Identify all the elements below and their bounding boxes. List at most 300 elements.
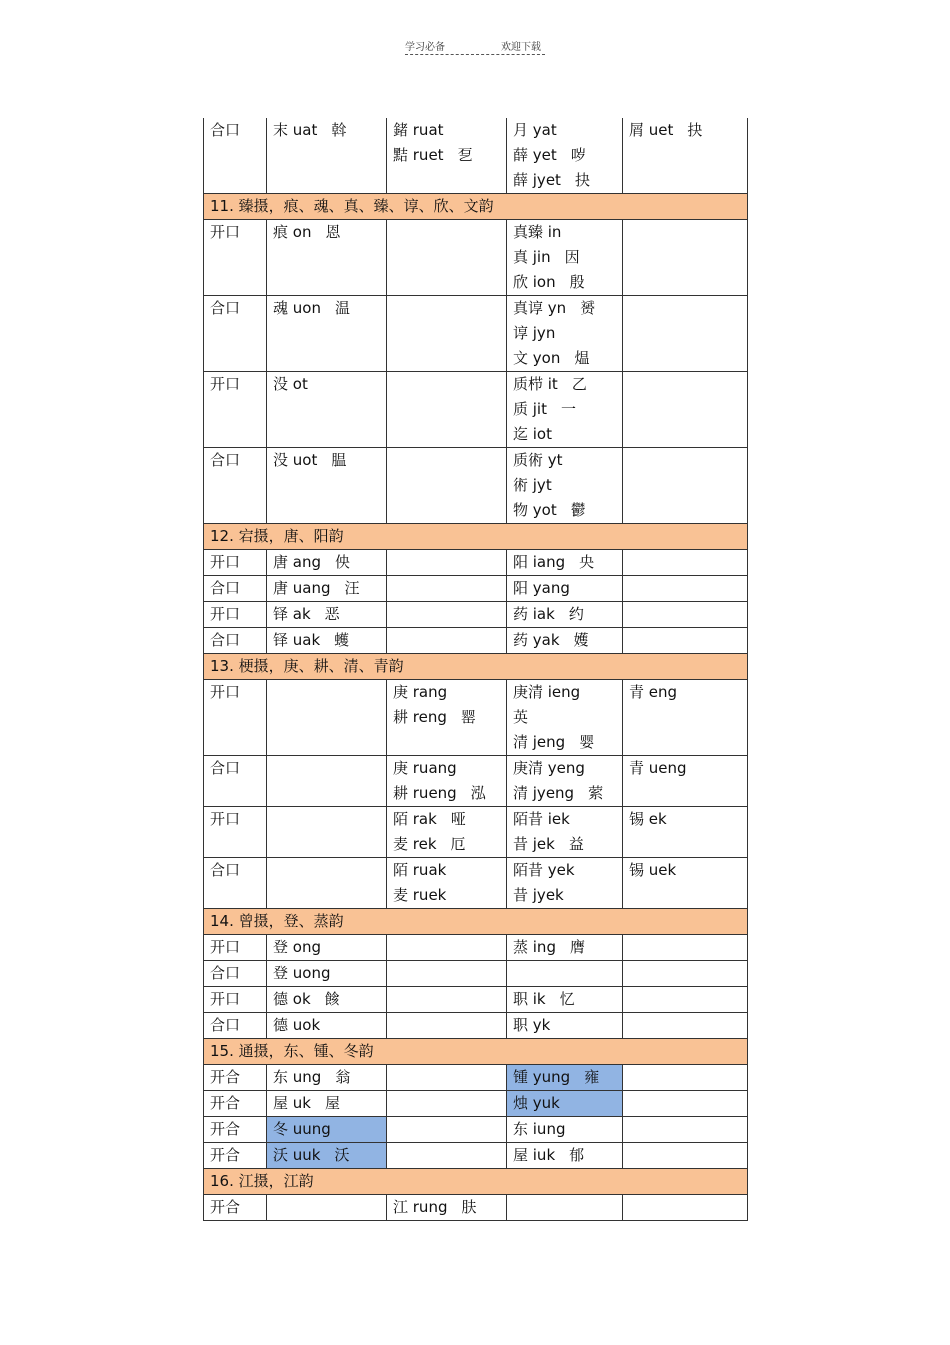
rhyme-label: 黠 ruet (393, 146, 444, 164)
header-left-text: 学习必备 (405, 42, 445, 53)
example-character: 罂 (460, 708, 476, 726)
rhyme-cell (267, 550, 387, 576)
rhyme-cell (507, 1013, 623, 1039)
row-type-cell (204, 935, 267, 961)
cell-line (513, 448, 616, 473)
table-row (204, 1195, 748, 1221)
table-row (204, 1143, 748, 1169)
rhyme-cell (507, 1117, 623, 1143)
rhyme-label: 谆 jyn (513, 324, 556, 342)
cell-line (513, 245, 616, 270)
cell-line (393, 143, 500, 168)
example-character: 乭 (457, 146, 473, 164)
row-type-cell (204, 1117, 267, 1143)
cell-line (513, 321, 616, 346)
rhyme-label: 开口 (210, 810, 241, 828)
rhyme-cell (623, 680, 748, 756)
rhyme-label: 合口 (210, 861, 241, 879)
rhyme-label: 庚 rang (393, 683, 448, 701)
rhyme-label: 耕 reng (393, 708, 447, 726)
rhyme-cell (267, 220, 387, 296)
example-character: 肤 (461, 1198, 477, 1216)
example-character: 膺 (569, 938, 585, 956)
rhyme-label: 青 ueng (629, 759, 687, 777)
rhyme-cell (387, 220, 507, 296)
rhyme-cell (623, 807, 748, 858)
cell-line (273, 987, 380, 1012)
cell-line (513, 705, 616, 730)
cell-line (210, 756, 260, 781)
rhyme-cell (623, 1117, 748, 1143)
row-type-cell (204, 756, 267, 807)
example-character: 一 (561, 400, 577, 418)
section-header-row (204, 654, 748, 680)
rhyme-cell (267, 961, 387, 987)
cell-line (393, 807, 500, 832)
rhyme-label: 昔 jyek (513, 886, 564, 904)
rhyme-cell (267, 680, 387, 756)
cell-line (629, 858, 741, 883)
rhyme-table (203, 118, 748, 1221)
example-character: 益 (568, 835, 584, 853)
cell-line (513, 858, 616, 883)
rhyme-label: 陌 ruak (393, 861, 447, 879)
rhyme-cell (507, 1143, 623, 1169)
example-character: 雍 (584, 1068, 600, 1086)
cell-line (210, 1013, 260, 1038)
section-header-row (204, 1169, 748, 1195)
cell-line (513, 422, 616, 447)
row-type-cell (204, 858, 267, 909)
rhyme-cell (267, 807, 387, 858)
rhyme-cell (387, 680, 507, 756)
cell-line (210, 220, 260, 245)
section-title: 14. 曾摄，登、蒸韵 (204, 909, 748, 935)
rhyme-label: 薛 yet (513, 146, 557, 164)
cell-line (513, 143, 616, 168)
cell-line (513, 372, 616, 397)
rhyme-label: 合口 (210, 759, 241, 777)
rhyme-cell (623, 987, 748, 1013)
cell-line (629, 680, 741, 705)
rhyme-cell (623, 1143, 748, 1169)
table-row (204, 935, 748, 961)
table-row (204, 372, 748, 448)
table-row (204, 1065, 748, 1091)
rhyme-cell (387, 1143, 507, 1169)
rhyme-label: 唐 uang (273, 579, 331, 597)
cell-line (273, 1117, 380, 1142)
cell-line (273, 628, 380, 653)
rhyme-label: 耕 rueng (393, 784, 457, 802)
rhyme-cell (267, 118, 387, 194)
rhyme-label: 铎 uak (273, 631, 321, 649)
header-dashed-rule (405, 54, 545, 55)
rhyme-cell (387, 1195, 507, 1221)
cell-line (513, 807, 616, 832)
rhyme-label: 屑 uet (629, 121, 674, 139)
table-row (204, 1091, 748, 1117)
cell-line (210, 1091, 260, 1116)
example-character: 忆 (559, 990, 575, 1008)
cell-line (393, 118, 500, 143)
rhyme-cell (507, 935, 623, 961)
rhyme-cell (623, 628, 748, 654)
rhyme-label: 东 ung (273, 1068, 322, 1086)
rhyme-cell (387, 576, 507, 602)
rhyme-cell (623, 372, 748, 448)
cell-line (210, 935, 260, 960)
table-row (204, 987, 748, 1013)
table-row (204, 448, 748, 524)
cell-line (273, 550, 380, 575)
cell-line (513, 987, 616, 1012)
rhyme-cell (507, 961, 623, 987)
example-character: 恩 (325, 223, 341, 241)
rhyme-label: 职 yk (513, 1016, 551, 1034)
rhyme-label: 庚清 ieng (513, 683, 581, 701)
rhyme-cell (623, 1091, 748, 1117)
section-header-row (204, 194, 748, 220)
rhyme-cell (387, 807, 507, 858)
row-type-cell (204, 1195, 267, 1221)
table-row (204, 220, 748, 296)
rhyme-cell (387, 602, 507, 628)
rhyme-cell (507, 550, 623, 576)
cell-line (513, 781, 616, 806)
example-character: 恶 (324, 605, 340, 623)
cell-line (210, 1143, 260, 1168)
example-character: 嬳 (573, 631, 589, 649)
row-type-cell (204, 1065, 267, 1091)
rhyme-label: 江 rung (393, 1198, 448, 1216)
rhyme-label: 开口 (210, 375, 241, 393)
row-type-cell (204, 1013, 267, 1039)
rhyme-label: 英 (513, 708, 529, 726)
cell-line (210, 576, 260, 601)
cell-line (273, 1065, 380, 1090)
rhyme-cell (387, 1065, 507, 1091)
rhyme-label: 职 ik (513, 990, 546, 1008)
rhyme-label: 开口 (210, 938, 241, 956)
cell-line (210, 1065, 260, 1090)
example-character: 婴 (579, 733, 595, 751)
row-type-cell (204, 576, 267, 602)
rhyme-label: 屋 uk (273, 1094, 311, 1112)
section-title: 15. 通摄，东、锺、冬韵 (204, 1039, 748, 1065)
rhyme-label: 欣 ion (513, 273, 556, 291)
table-row (204, 858, 748, 909)
rhyme-label: 开口 (210, 683, 241, 701)
row-type-cell (204, 448, 267, 524)
example-character: 哕 (570, 146, 586, 164)
rhyme-label: 薛 jyet (513, 171, 561, 189)
rhyme-label: 东 iung (513, 1120, 566, 1138)
example-character: 翁 (335, 1068, 351, 1086)
example-character: 抉 (687, 121, 703, 139)
cell-line (210, 628, 260, 653)
cell-line (393, 858, 500, 883)
rhyme-cell (623, 935, 748, 961)
cell-line (629, 756, 741, 781)
section-title: 12. 宕摄，唐、阳韵 (204, 524, 748, 550)
rhyme-cell (387, 296, 507, 372)
rhyme-label: 蒸 ing (513, 938, 556, 956)
section-title: 11. 臻摄，痕、魂、真、臻、谆、欣、文韵 (204, 194, 748, 220)
rhyme-label: 迄 iot (513, 425, 552, 443)
cell-line (513, 1091, 616, 1116)
rhyme-cell (623, 220, 748, 296)
cell-line (210, 118, 260, 143)
rhyme-label: 开合 (210, 1120, 241, 1138)
rhyme-label: 开合 (210, 1068, 241, 1086)
example-character: 萦 (588, 784, 604, 802)
rhyme-label: 麦 ruek (393, 886, 447, 904)
rhyme-label: 开口 (210, 223, 241, 241)
cell-line (393, 705, 500, 730)
example-character: 泓 (470, 784, 486, 802)
rhyme-label: 冬 uung (273, 1120, 331, 1138)
example-character: 佒 (335, 553, 351, 571)
rhyme-cell (623, 1065, 748, 1091)
rhyme-label: 屋 iuk (513, 1146, 556, 1164)
rhyme-label: 鍺 ruat (393, 121, 444, 139)
cell-line (393, 680, 500, 705)
cell-line (513, 832, 616, 857)
rhyme-label: 陌昔 iek (513, 810, 570, 828)
rhyme-label: 质 jit (513, 400, 547, 418)
rhyme-cell (507, 296, 623, 372)
example-character: 餩 (324, 990, 340, 1008)
cell-line (513, 1117, 616, 1142)
rhyme-cell (387, 550, 507, 576)
cell-line (273, 602, 380, 627)
example-character: 郁 (569, 1146, 585, 1164)
example-character: 厄 (450, 835, 466, 853)
rhyme-cell (267, 1195, 387, 1221)
row-type-cell (204, 550, 267, 576)
cell-line (273, 1013, 380, 1038)
rhyme-cell (387, 1013, 507, 1039)
rhyme-label: 術 jyt (513, 476, 552, 494)
rhyme-cell (387, 628, 507, 654)
rhyme-label: 质栉 it (513, 375, 558, 393)
cell-line (393, 883, 500, 908)
rhyme-cell (623, 756, 748, 807)
rhyme-cell (507, 576, 623, 602)
rhyme-label: 开合 (210, 1198, 241, 1216)
rhyme-label: 合口 (210, 451, 241, 469)
cell-line (513, 1143, 616, 1168)
rhyme-label: 德 ok (273, 990, 311, 1008)
cell-line (513, 346, 616, 371)
cell-line (210, 680, 260, 705)
rhyme-label: 合口 (210, 121, 241, 139)
cell-line (273, 220, 380, 245)
rhyme-label: 锡 uek (629, 861, 677, 879)
cell-line (513, 118, 616, 143)
cell-line (393, 1195, 500, 1220)
cell-line (210, 1117, 260, 1142)
rhyme-cell (507, 680, 623, 756)
rhyme-cell (387, 935, 507, 961)
cell-line (210, 1195, 260, 1220)
cell-line (273, 576, 380, 601)
rhyme-cell (623, 858, 748, 909)
rhyme-label: 阳 iang (513, 553, 566, 571)
example-character: 斡 (331, 121, 347, 139)
rhyme-cell (267, 756, 387, 807)
rhyme-label: 庚清 yeng (513, 759, 585, 777)
rhyme-label: 开口 (210, 553, 241, 571)
cell-line (393, 756, 500, 781)
row-type-cell (204, 296, 267, 372)
example-character: 屋 (324, 1094, 340, 1112)
table-row (204, 680, 748, 756)
rhyme-label: 真 jin (513, 248, 551, 266)
cell-line (273, 961, 380, 986)
rhyme-cell (507, 756, 623, 807)
section-title: 13. 梗摄，庚、耕、清、青韵 (204, 654, 748, 680)
rhyme-cell (623, 1013, 748, 1039)
example-character: 殷 (569, 273, 585, 291)
table-row (204, 602, 748, 628)
cell-line (273, 935, 380, 960)
cell-line (513, 883, 616, 908)
section-title: 16. 江摄，江韵 (204, 1169, 748, 1195)
rhyme-cell (623, 550, 748, 576)
rhyme-cell (267, 1117, 387, 1143)
rhyme-cell (267, 1013, 387, 1039)
cell-line (513, 296, 616, 321)
cell-line (513, 628, 616, 653)
rhyme-cell (387, 756, 507, 807)
row-type-cell (204, 118, 267, 194)
example-character: 因 (564, 248, 580, 266)
rhyme-cell (507, 1065, 623, 1091)
row-type-cell (204, 220, 267, 296)
rhyme-label: 开口 (210, 990, 241, 1008)
rhyme-table-body (204, 118, 748, 1221)
rhyme-label: 开合 (210, 1094, 241, 1112)
cell-line (513, 270, 616, 295)
cell-line (210, 372, 260, 397)
cell-line (210, 961, 260, 986)
rhyme-cell (623, 602, 748, 628)
rhyme-label: 陌 rak (393, 810, 437, 828)
rhyme-label: 开口 (210, 605, 241, 623)
cell-line (513, 473, 616, 498)
cell-line (210, 807, 260, 832)
rhyme-cell (507, 1091, 623, 1117)
rhyme-cell (267, 576, 387, 602)
example-character: 约 (568, 605, 584, 623)
rhyme-label: 烛 yuk (513, 1094, 560, 1112)
cell-line (513, 550, 616, 575)
rhyme-cell (623, 961, 748, 987)
rhyme-cell (387, 372, 507, 448)
rhyme-label: 沃 uuk (273, 1146, 321, 1164)
rhyme-cell (267, 987, 387, 1013)
rhyme-label: 真谆 yn (513, 299, 567, 317)
section-header-row (204, 1039, 748, 1065)
rhyme-label: 痕 on (273, 223, 312, 241)
row-type-cell (204, 1091, 267, 1117)
rhyme-label: 麦 rek (393, 835, 437, 853)
cell-line (210, 448, 260, 473)
cell-line (513, 1013, 616, 1038)
rhyme-cell (267, 602, 387, 628)
rhyme-cell (387, 448, 507, 524)
rhyme-label: 清 jyeng (513, 784, 575, 802)
rhyme-label: 唐 ang (273, 553, 321, 571)
cell-line (273, 1143, 380, 1168)
row-type-cell (204, 807, 267, 858)
row-type-cell (204, 628, 267, 654)
cell-line (273, 1091, 380, 1116)
table-row (204, 576, 748, 602)
rhyme-label: 登 uong (273, 964, 331, 982)
rhyme-label: 没 uot (273, 451, 318, 469)
cell-line (513, 1065, 616, 1090)
example-character: 沃 (334, 1146, 350, 1164)
rhyme-label: 魂 uon (273, 299, 321, 317)
example-character: 蠖 (334, 631, 350, 649)
rhyme-label: 德 uok (273, 1016, 321, 1034)
section-header-row (204, 524, 748, 550)
rhyme-label: 登 ong (273, 938, 321, 956)
cell-line (513, 730, 616, 755)
rhyme-label: 真臻 in (513, 223, 562, 241)
cell-line (273, 118, 380, 143)
row-type-cell (204, 961, 267, 987)
rhyme-cell (267, 1143, 387, 1169)
cell-line (629, 807, 741, 832)
rhyme-cell (623, 448, 748, 524)
rhyme-cell (387, 118, 507, 194)
cell-line (273, 296, 380, 321)
rhyme-label: 没 ot (273, 375, 308, 393)
rhyme-cell (507, 628, 623, 654)
rhyme-label: 物 yot (513, 501, 557, 519)
cell-line (513, 220, 616, 245)
rhyme-cell (267, 296, 387, 372)
rhyme-label: 合口 (210, 579, 241, 597)
cell-line (513, 397, 616, 422)
rhyme-cell (623, 576, 748, 602)
rhyme-cell (507, 448, 623, 524)
example-character: 央 (579, 553, 595, 571)
rhyme-cell (267, 372, 387, 448)
row-type-cell (204, 372, 267, 448)
rhyme-cell (507, 372, 623, 448)
example-character: 温 (334, 299, 350, 317)
rhyme-cell (507, 602, 623, 628)
cell-line (273, 448, 380, 473)
rhyme-label: 庚 ruang (393, 759, 457, 777)
example-character: 腽 (331, 451, 347, 469)
example-character: 哑 (450, 810, 466, 828)
table-row (204, 756, 748, 807)
cell-line (393, 832, 500, 857)
cell-line (210, 858, 260, 883)
rhyme-cell (267, 628, 387, 654)
row-type-cell (204, 1143, 267, 1169)
cell-line (513, 935, 616, 960)
cell-line (513, 498, 616, 523)
rhyme-cell (387, 1117, 507, 1143)
cell-line (210, 296, 260, 321)
